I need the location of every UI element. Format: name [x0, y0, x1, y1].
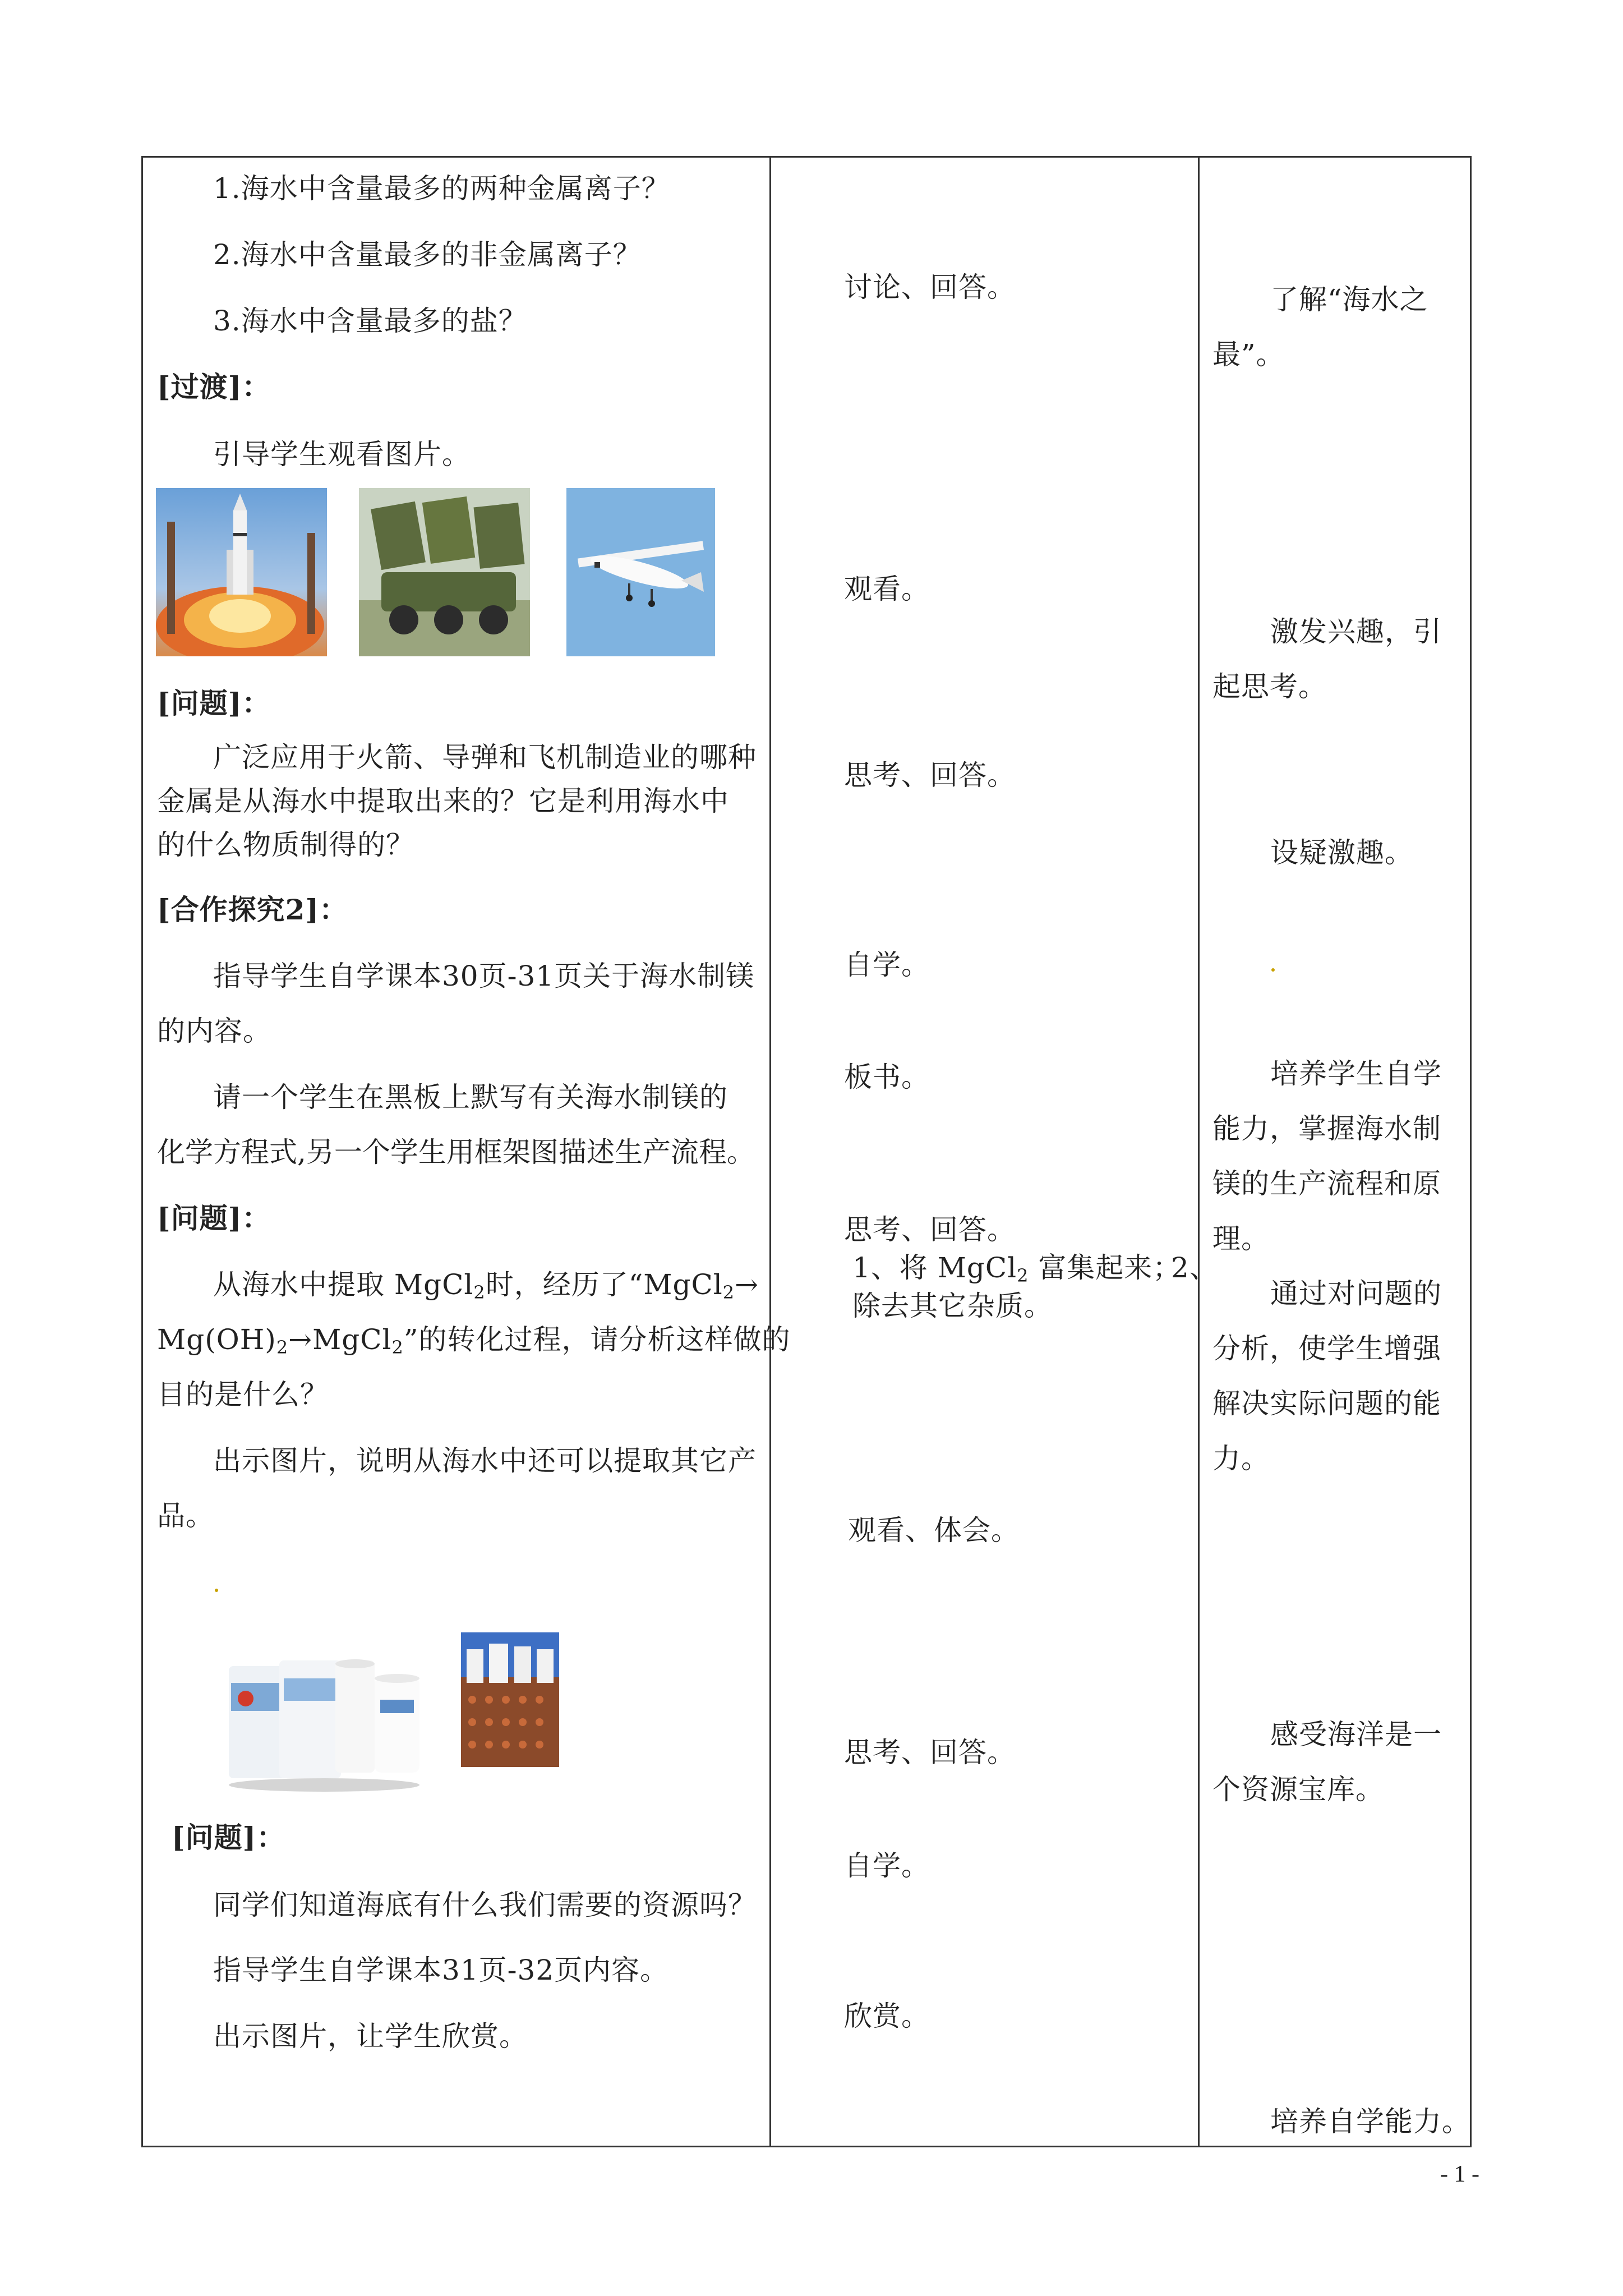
rocket-launch-photo: [156, 488, 327, 656]
salt-factory-photo: [461, 1632, 559, 1767]
decorative-dot: [215, 1589, 218, 1592]
student-discuss: 讨论、回答。: [844, 271, 1016, 303]
intent-analysis-line-3: 解决实际问题的能: [1212, 1387, 1441, 1420]
page-number: - 1 -: [1440, 2161, 1479, 2187]
student-selfstudy-1: 自学。: [844, 949, 930, 981]
student-board: 板书。: [844, 1061, 930, 1093]
student-answer-line-1: 1、将 MgCl$_2$ 富集起来；: [852, 1251, 1182, 1286]
selfstudy-pages: 指导学生自学课本31页-32页内容。: [213, 1954, 669, 1986]
seabed-question: 同学们知道海底有什么我们需要的资源吗？: [213, 1889, 757, 1921]
column-divider-1: [769, 156, 771, 2147]
enjoy-pictures: 出示图片，让学生欣赏。: [213, 2020, 528, 2053]
mg-question-line-1: 从海水中提取 MgCl$_2$时，经历了“MgCl$_2$→: [213, 1268, 759, 1303]
student-selfstudy-2: 自学。: [844, 1849, 930, 1882]
transition-text: 引导学生观看图片。: [213, 438, 471, 471]
show-products-line-1: 出示图片，说明从海水中还可以提取其它产: [213, 1444, 757, 1477]
intent-analysis-line-4: 力。: [1212, 1442, 1270, 1475]
intent-interest-line-2: 起思考。: [1212, 670, 1327, 703]
question-1-line-1: 广泛应用于火箭、导弹和飞机制造业的哪种: [213, 741, 757, 774]
question-heading-2: [问题]：: [157, 1202, 271, 1235]
intent-analysis-line-1: 通过对问题的: [1270, 1277, 1442, 1310]
explore-heading: [合作探究2]：: [157, 893, 348, 926]
student-think-3: 思考、回答。: [844, 1736, 1016, 1769]
question-1-line-2: 金属是从海水中提取出来的？它是利用海水中: [157, 785, 729, 817]
student-watch: 观看。: [844, 573, 930, 605]
intent-cultivate-line-2: 能力，掌握海水制: [1212, 1112, 1441, 1145]
question-1: 1.海水中含量最多的两种金属离子？: [213, 172, 670, 205]
student-answer-num-2: 2、: [1171, 1251, 1218, 1284]
student-enjoy: 欣赏。: [844, 2000, 930, 2032]
intent-analysis-line-2: 分析，使学生增强: [1212, 1332, 1441, 1365]
question-3: 3.海水中含量最多的盐？: [213, 305, 527, 337]
transition-heading: [过渡]：: [157, 370, 271, 403]
chemical-products-photo: [223, 1627, 422, 1795]
question-heading-3: [问题]：: [172, 1821, 285, 1854]
intent-treasure-line-2: 个资源宝库。: [1212, 1773, 1384, 1806]
student-think-2: 思考、回答。: [844, 1213, 1016, 1246]
board-line-1: 请一个学生在黑板上默写有关海水制镁的: [213, 1081, 728, 1114]
intent-know-line-1: 了解“海水之: [1270, 283, 1428, 316]
decorative-dot: [1271, 968, 1275, 972]
question-heading-1: [问题]：: [157, 687, 271, 720]
intent-doubt: 设疑激趣。: [1270, 836, 1413, 869]
board-line-2: 化学方程式,另一个学生用框架图描述生产流程。: [157, 1136, 755, 1168]
intent-cultivate-line-1: 培养学生自学: [1270, 1057, 1442, 1090]
intent-interest-line-1: 激发兴趣，引: [1270, 615, 1442, 648]
mg-question-line-3: 目的是什么？: [157, 1378, 329, 1411]
intent-know-line-2: 最”。: [1212, 338, 1285, 371]
student-think-1: 思考、回答。: [844, 759, 1016, 792]
show-products-line-2: 品。: [157, 1499, 214, 1532]
intent-selfability: 培养自学能力。: [1270, 2105, 1470, 2138]
airplane-photo: [566, 488, 715, 656]
explore-line-1: 指导学生自学课本30页-31页关于海水制镁: [213, 960, 755, 992]
column-divider-2: [1198, 156, 1200, 2147]
intent-treasure-line-1: 感受海洋是一: [1270, 1718, 1442, 1751]
mg-question-line-2: $Mg(OH)_2\to MgCl_2$”的转化过程，请分析这样做的: [157, 1323, 791, 1358]
explore-line-2: 的内容。: [157, 1015, 271, 1047]
student-answer-line-2: 除去其它杂质。: [852, 1290, 1053, 1322]
student-watch-feel: 观看、体会。: [848, 1514, 1020, 1547]
question-2: 2.海水中含量最多的非金属离子？: [213, 238, 642, 271]
intent-cultivate-line-3: 镁的生产流程和原: [1212, 1167, 1441, 1200]
intent-cultivate-line-4: 理。: [1212, 1222, 1270, 1255]
question-1-line-3: 的什么物质制得的？: [157, 829, 414, 861]
missile-launcher-photo: [359, 488, 530, 656]
